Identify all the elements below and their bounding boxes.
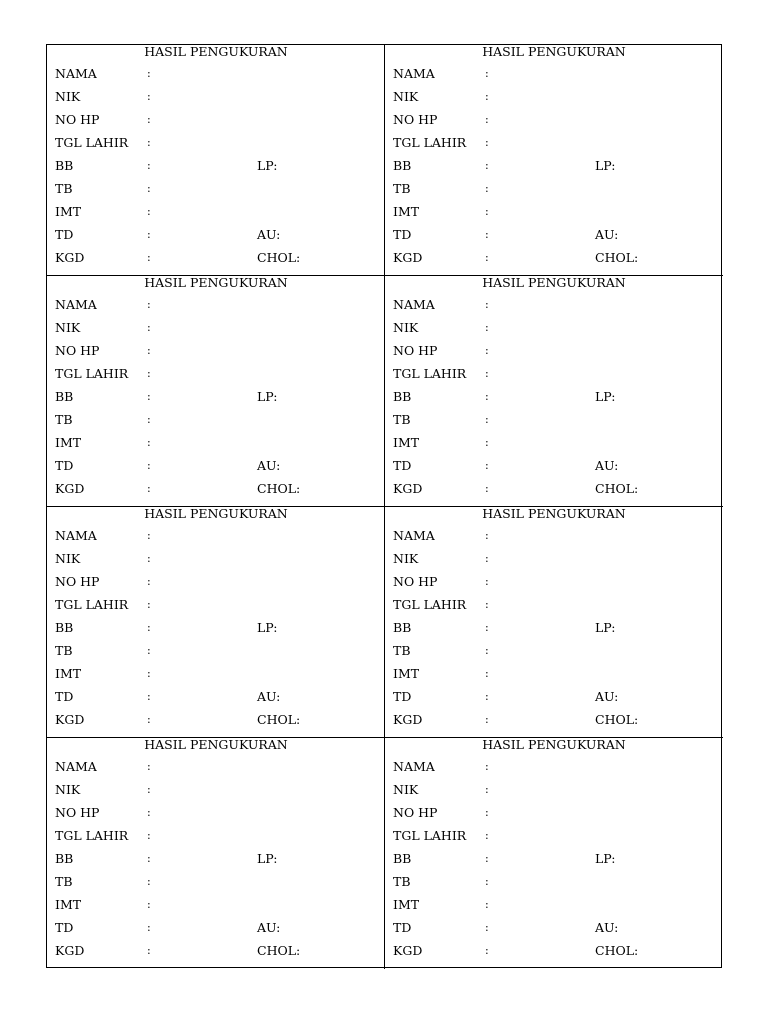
- field-extra-label: LP:: [257, 620, 278, 635]
- field-colon: :: [147, 575, 151, 588]
- field-row: [47, 599, 385, 615]
- field-extra-label: CHOL:: [257, 943, 301, 958]
- field-label: TGL LAHIR: [55, 135, 129, 150]
- field-row: [47, 322, 385, 338]
- field-label: IMT: [55, 435, 82, 450]
- field-colon: :: [485, 182, 489, 195]
- field-extra-label: CHOL:: [257, 250, 301, 265]
- field-colon: :: [147, 459, 151, 472]
- field-label: NAMA: [55, 66, 97, 81]
- field-colon: :: [147, 760, 151, 773]
- field-extra-label: AU:: [595, 689, 619, 704]
- field-label: TGL LAHIR: [55, 597, 129, 612]
- field-label: TB: [55, 412, 73, 427]
- field-colon: :: [147, 667, 151, 680]
- field-colon: :: [147, 806, 151, 819]
- field-colon: :: [485, 829, 489, 842]
- field-colon: :: [147, 321, 151, 334]
- field-row: [47, 391, 385, 407]
- field-colon: :: [485, 228, 489, 241]
- field-row: [47, 68, 385, 84]
- field-colon: :: [485, 621, 489, 634]
- field-row: [47, 761, 385, 777]
- field-label: BB: [393, 620, 412, 635]
- field-label: TD: [393, 920, 412, 935]
- field-colon: :: [485, 205, 489, 218]
- card-title: HASIL PENGUKURAN: [144, 275, 288, 290]
- field-row: [47, 437, 385, 453]
- field-row: [385, 899, 723, 915]
- field-label: BB: [393, 851, 412, 866]
- field-label: TB: [55, 181, 73, 196]
- field-colon: :: [485, 898, 489, 911]
- field-label: NIK: [393, 782, 419, 797]
- field-row: [385, 91, 723, 107]
- field-extra-label: LP:: [595, 158, 616, 173]
- field-colon: :: [485, 529, 489, 542]
- field-label: NO HP: [393, 343, 438, 358]
- field-extra-label: LP:: [595, 851, 616, 866]
- card-title: HASIL PENGUKURAN: [482, 737, 626, 752]
- field-row: [385, 807, 723, 823]
- field-colon: :: [485, 251, 489, 264]
- field-row: [385, 206, 723, 222]
- field-colon: :: [147, 136, 151, 149]
- field-row: [385, 414, 723, 430]
- field-extra-label: CHOL:: [257, 712, 301, 727]
- field-colon: :: [147, 482, 151, 495]
- field-colon: :: [147, 182, 151, 195]
- field-row: [385, 322, 723, 338]
- field-label: TD: [393, 689, 412, 704]
- card-title: HASIL PENGUKURAN: [482, 506, 626, 521]
- field-label: BB: [55, 851, 74, 866]
- field-colon: :: [147, 690, 151, 703]
- card-title: HASIL PENGUKURAN: [144, 737, 288, 752]
- field-extra-label: AU:: [257, 920, 281, 935]
- field-label: IMT: [55, 666, 82, 681]
- field-row: [47, 530, 385, 546]
- field-row: [385, 599, 723, 615]
- field-colon: :: [147, 159, 151, 172]
- field-label: BB: [393, 389, 412, 404]
- field-row: [47, 922, 385, 938]
- field-row: [385, 530, 723, 546]
- field-colon: :: [147, 436, 151, 449]
- field-row: [47, 229, 385, 245]
- field-row: [47, 714, 385, 730]
- field-row: [47, 183, 385, 199]
- field-extra-label: LP:: [595, 389, 616, 404]
- field-colon: :: [485, 783, 489, 796]
- measurement-card: [47, 45, 385, 276]
- field-label: NO HP: [393, 112, 438, 127]
- field-row: [385, 576, 723, 592]
- card-title: HASIL PENGUKURAN: [482, 275, 626, 290]
- field-row: [47, 252, 385, 268]
- field-label: TGL LAHIR: [55, 828, 129, 843]
- field-label: TGL LAHIR: [55, 366, 129, 381]
- field-colon: :: [147, 829, 151, 842]
- field-extra-label: CHOL:: [595, 481, 639, 496]
- field-row: [385, 830, 723, 846]
- field-label: TB: [393, 181, 411, 196]
- field-row: [385, 622, 723, 638]
- field-row: [47, 668, 385, 684]
- field-row: [47, 807, 385, 823]
- field-label: IMT: [393, 897, 420, 912]
- field-row: [385, 876, 723, 892]
- field-label: TD: [393, 227, 412, 242]
- field-label: NIK: [55, 782, 81, 797]
- field-label: NIK: [55, 89, 81, 104]
- field-label: NO HP: [55, 343, 100, 358]
- field-colon: :: [485, 760, 489, 773]
- field-row: [47, 830, 385, 846]
- field-row: [385, 945, 723, 961]
- field-row: [47, 368, 385, 384]
- field-label: IMT: [393, 204, 420, 219]
- field-label: NIK: [393, 89, 419, 104]
- field-colon: :: [147, 367, 151, 380]
- field-label: KGD: [393, 250, 423, 265]
- field-row: [385, 922, 723, 938]
- field-label: TGL LAHIR: [393, 135, 467, 150]
- field-row: [47, 784, 385, 800]
- field-colon: :: [147, 921, 151, 934]
- field-label: TD: [55, 920, 74, 935]
- card-title: HASIL PENGUKURAN: [144, 44, 288, 59]
- field-row: [385, 114, 723, 130]
- field-colon: :: [485, 713, 489, 726]
- field-colon: :: [485, 344, 489, 357]
- field-colon: :: [485, 944, 489, 957]
- field-colon: :: [147, 621, 151, 634]
- field-extra-label: LP:: [257, 389, 278, 404]
- field-label: TD: [55, 227, 74, 242]
- field-colon: :: [485, 690, 489, 703]
- field-row: [385, 345, 723, 361]
- field-label: KGD: [55, 481, 85, 496]
- field-row: [47, 622, 385, 638]
- field-label: KGD: [55, 712, 85, 727]
- field-row: [385, 299, 723, 315]
- field-row: [47, 414, 385, 430]
- field-label: IMT: [55, 897, 82, 912]
- measurement-card: [385, 738, 723, 969]
- field-label: TB: [393, 412, 411, 427]
- field-label: TD: [393, 458, 412, 473]
- field-label: TB: [393, 874, 411, 889]
- field-row: [47, 645, 385, 661]
- measurement-card: [47, 507, 385, 738]
- field-colon: :: [485, 875, 489, 888]
- field-row: [47, 899, 385, 915]
- field-row: [47, 160, 385, 176]
- field-colon: :: [485, 321, 489, 334]
- field-label: BB: [393, 158, 412, 173]
- field-extra-label: AU:: [595, 227, 619, 242]
- field-colon: :: [147, 344, 151, 357]
- field-row: [47, 576, 385, 592]
- card-title: HASIL PENGUKURAN: [144, 506, 288, 521]
- field-row: [385, 645, 723, 661]
- field-row: [47, 91, 385, 107]
- field-colon: :: [485, 575, 489, 588]
- field-label: BB: [55, 620, 74, 635]
- field-label: TB: [55, 874, 73, 889]
- field-label: NIK: [393, 551, 419, 566]
- field-colon: :: [147, 413, 151, 426]
- field-row: [385, 252, 723, 268]
- field-colon: :: [147, 944, 151, 957]
- measurement-form-sheet: [46, 44, 722, 968]
- field-row: [385, 68, 723, 84]
- field-label: NO HP: [55, 112, 100, 127]
- field-label: KGD: [393, 481, 423, 496]
- field-colon: :: [147, 552, 151, 565]
- measurement-card: [385, 507, 723, 738]
- field-row: [47, 853, 385, 869]
- field-colon: :: [485, 806, 489, 819]
- field-extra-label: CHOL:: [595, 712, 639, 727]
- field-extra-label: AU:: [595, 458, 619, 473]
- field-colon: :: [147, 598, 151, 611]
- field-colon: :: [147, 67, 151, 80]
- field-colon: :: [147, 529, 151, 542]
- field-row: [47, 345, 385, 361]
- field-row: [47, 483, 385, 499]
- field-row: [385, 368, 723, 384]
- field-extra-label: LP:: [595, 620, 616, 635]
- field-label: NAMA: [55, 759, 97, 774]
- field-row: [385, 761, 723, 777]
- field-row: [385, 853, 723, 869]
- field-colon: :: [485, 921, 489, 934]
- field-label: BB: [55, 389, 74, 404]
- field-row: [47, 553, 385, 569]
- field-label: IMT: [55, 204, 82, 219]
- field-row: [47, 945, 385, 961]
- field-row: [385, 553, 723, 569]
- field-colon: :: [147, 205, 151, 218]
- field-row: [47, 691, 385, 707]
- field-colon: :: [485, 552, 489, 565]
- field-colon: :: [485, 644, 489, 657]
- field-label: NAMA: [393, 759, 435, 774]
- field-label: KGD: [55, 943, 85, 958]
- field-colon: :: [147, 644, 151, 657]
- field-colon: :: [147, 251, 151, 264]
- field-colon: :: [485, 298, 489, 311]
- field-row: [385, 160, 723, 176]
- field-row: [385, 391, 723, 407]
- field-row: [385, 437, 723, 453]
- field-colon: :: [485, 413, 489, 426]
- field-row: [385, 691, 723, 707]
- field-extra-label: CHOL:: [595, 250, 639, 265]
- field-colon: :: [147, 113, 151, 126]
- measurement-card: [47, 738, 385, 969]
- field-colon: :: [485, 598, 489, 611]
- field-colon: :: [147, 90, 151, 103]
- field-label: NAMA: [393, 297, 435, 312]
- field-row: [47, 299, 385, 315]
- field-label: NO HP: [393, 805, 438, 820]
- field-label: NO HP: [393, 574, 438, 589]
- field-row: [385, 460, 723, 476]
- field-row: [47, 206, 385, 222]
- field-colon: :: [147, 875, 151, 888]
- field-colon: :: [485, 367, 489, 380]
- measurement-card: [47, 276, 385, 507]
- field-label: TGL LAHIR: [393, 366, 467, 381]
- field-row: [385, 229, 723, 245]
- field-label: NO HP: [55, 805, 100, 820]
- field-row: [385, 483, 723, 499]
- field-colon: :: [147, 898, 151, 911]
- field-label: NAMA: [393, 66, 435, 81]
- field-label: TGL LAHIR: [393, 597, 467, 612]
- card-title: HASIL PENGUKURAN: [482, 44, 626, 59]
- field-extra-label: AU:: [595, 920, 619, 935]
- field-colon: :: [485, 667, 489, 680]
- field-colon: :: [485, 136, 489, 149]
- field-label: KGD: [393, 943, 423, 958]
- field-label: NIK: [55, 551, 81, 566]
- field-colon: :: [485, 67, 489, 80]
- field-label: KGD: [55, 250, 85, 265]
- field-colon: :: [485, 436, 489, 449]
- field-colon: :: [485, 90, 489, 103]
- field-extra-label: CHOL:: [595, 943, 639, 958]
- field-colon: :: [485, 852, 489, 865]
- field-row: [385, 668, 723, 684]
- field-label: IMT: [393, 435, 420, 450]
- field-extra-label: LP:: [257, 158, 278, 173]
- field-label: NAMA: [393, 528, 435, 543]
- field-row: [47, 460, 385, 476]
- field-colon: :: [147, 390, 151, 403]
- field-row: [47, 137, 385, 153]
- field-extra-label: AU:: [257, 227, 281, 242]
- field-extra-label: AU:: [257, 458, 281, 473]
- field-colon: :: [485, 459, 489, 472]
- field-label: NAMA: [55, 528, 97, 543]
- field-label: TD: [55, 689, 74, 704]
- field-label: KGD: [393, 712, 423, 727]
- field-label: BB: [55, 158, 74, 173]
- field-label: TB: [393, 643, 411, 658]
- field-label: NO HP: [55, 574, 100, 589]
- field-colon: :: [147, 713, 151, 726]
- field-colon: :: [147, 298, 151, 311]
- field-row: [385, 137, 723, 153]
- field-extra-label: CHOL:: [257, 481, 301, 496]
- field-label: TGL LAHIR: [393, 828, 467, 843]
- field-colon: :: [485, 482, 489, 495]
- field-label: NIK: [393, 320, 419, 335]
- field-colon: :: [485, 159, 489, 172]
- field-extra-label: LP:: [257, 851, 278, 866]
- field-colon: :: [485, 113, 489, 126]
- field-label: TB: [55, 643, 73, 658]
- field-colon: :: [147, 228, 151, 241]
- measurement-card: [385, 45, 723, 276]
- field-colon: :: [485, 390, 489, 403]
- field-row: [47, 876, 385, 892]
- field-label: TD: [55, 458, 74, 473]
- field-row: [385, 183, 723, 199]
- field-row: [47, 114, 385, 130]
- field-label: NAMA: [55, 297, 97, 312]
- field-row: [385, 714, 723, 730]
- field-label: IMT: [393, 666, 420, 681]
- field-row: [385, 784, 723, 800]
- measurement-card: [385, 276, 723, 507]
- field-extra-label: AU:: [257, 689, 281, 704]
- field-colon: :: [147, 852, 151, 865]
- field-label: NIK: [55, 320, 81, 335]
- field-colon: :: [147, 783, 151, 796]
